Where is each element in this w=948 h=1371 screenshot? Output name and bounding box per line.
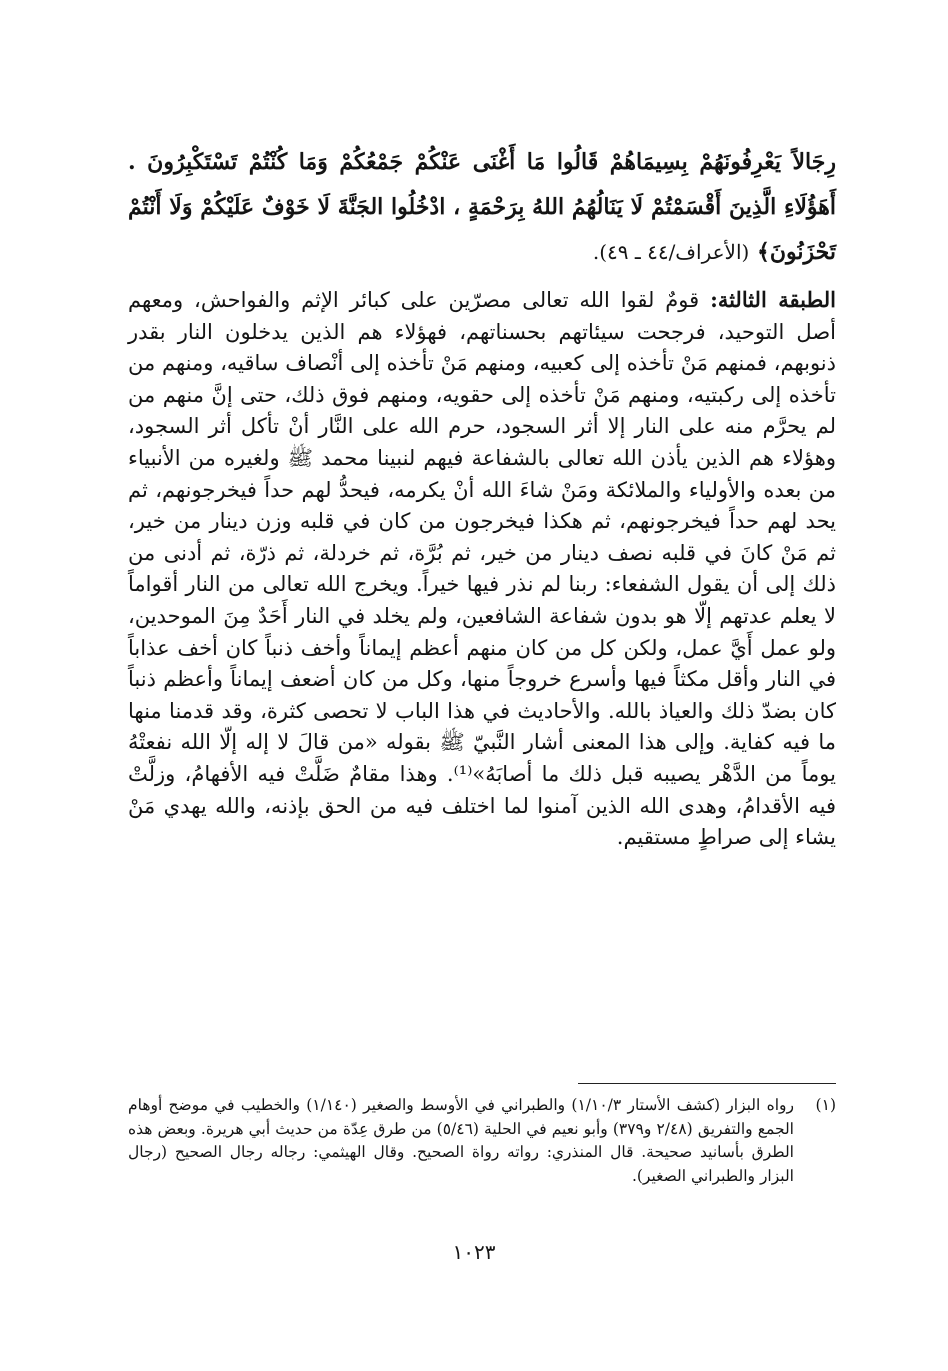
section-body: قومٌ لقوا الله تعالى مصرّين على كبائر الإثم والفواحش، ومعهم أصل التوحيد، فرجحت سيئاتهم بحسناتهم، فهؤلاء هم الذين يدخلون النار بقدر ذنوبهم، فمنهم مَنْ تأخذه إلى كعبيه، ومنهم مَنْ تأخذه إلى أنْصاف ساقيه، ومنهم من تأخذه إلى ركبتيه، ومنهم مَنْ تأخذه إلى حقويه، ومنهم فوق ذلك، حتى إنَّ منهم من لم يحرَّم منه على النار إلا أثر السجود، حرم الله على النَّار أنْ تأكل أثر السجود، وهؤلاء هم الذين يأذن الله تعالى بالشفاعة فيهم لنبينا محمد ﷺ ولغيره من الأنبياء من بعده والأولياء والملائكة ومَنْ شاءَ الله أنْ يكرمه، فيحدُّ لهم حداً فيخرجونهم، ثم يحد لهم حداً فيخرجونهم، ثم هكذا فيخرجون من كان في قلبه وزن دينار من خير، ثم مَنْ كانَ في قلبه نصف دينار من خير، ثم بُرَّة، ثم خردلة، ثم ذرّة، ثم أدنى من ذلك إلى أن يقول الشفعاء: ربنا لم نذر فيها خيراً. ويخرج الله تعالى من النار أقواماً لا يعلم عدتهم إلّا هو بدون شفاعة الشافعين، ولم يخلد في النار أَحَدٌ مِنَ الموحدين، ولو عمل أَيَّ عمل، ولكن كل من كان منهم أعظم إيماناً وأخف ذنباً كان أخف عذاباً في النار وأقل مكثاً فيها وأسرع خروجاً منها، وكل من كان أضعف إيماناً وأعظم ذنباً كان بضدّ ذلك والعياذ بالله. والأحاديث في هذا الباب لا تحصى كثرة، وقد قدمنا منها ما فيه كفاية. وإلى هذا المعنى أشار النَّبيّ ﷺ بقوله «من قالَ لا إله إلّا الله نفعتْهُ يوماً من الدَّهْر يصيبه قبل ذلك ما أصابَهُ»⁽¹⁾. وهذا مقامٌ ضَلَّتْ فيه الأفهامُ، وزلَّتْ فيه الأقدامُ، وهدى الله الذين آمنوا لما اختلف فيه من الحق بإذنه، والله يهدي مَنْ يشاء إلى صراطٍ مستقيم. bbox=[128, 288, 836, 850]
verse-reference: (الأعراف/٤٤ ـ ٤٩). bbox=[592, 240, 750, 264]
section-paragraph bbox=[128, 284, 836, 854]
footnote bbox=[128, 1094, 836, 1188]
footnote-text: رواه البزار (كشف الأستار ١/١٠/٣) والطبراني في الأوسط والصغير (١/١٤٠) والخطيب في موضح أوهام الجمع والتفريق (٢/٤٨ و٣٧٩) وأبو نعيم في الحلية (٥/٤٦) من طرق عِدّة من حديث أبي هريرة. وبعض هذه الطرق بأسانيد صحيحة. قال المنذري: رواته رواة الصحيح. وقال الهيثمي: رجاله رجال الصحيح (رجال البزار والطبراني الصغير). bbox=[128, 1096, 794, 1185]
page-number: ١٠٢٣ bbox=[452, 1240, 496, 1264]
footnote-marker: (١) bbox=[815, 1096, 836, 1114]
quran-verse-text: رِجَالاً يَعْرِفُونَهُمْ بِسِيمَاهُمْ قَالُوا مَا أَغْنَى عَنْكُمْ جَمْعُكُمْ وَمَا كُنْتُمْ تَسْتَكْبِرُونَ . أَهَؤُلَاءِ الَّذِينَ أَقْسَمْتُمْ لَا يَنَالُهُمُ اللهُ بِرَحْمَةٍ ، ادْخُلُوا الجَنَّةَ لَا خَوْفٌ عَلَيْكُمْ وَلَا أَنْتُمْ تَحْزَنُونَ﴾ bbox=[128, 149, 836, 265]
section-heading: الطبقة الثالثة: bbox=[710, 287, 836, 312]
quran-verse-block bbox=[128, 140, 836, 275]
footnote-divider bbox=[578, 1083, 836, 1084]
main-text-block bbox=[128, 284, 836, 854]
